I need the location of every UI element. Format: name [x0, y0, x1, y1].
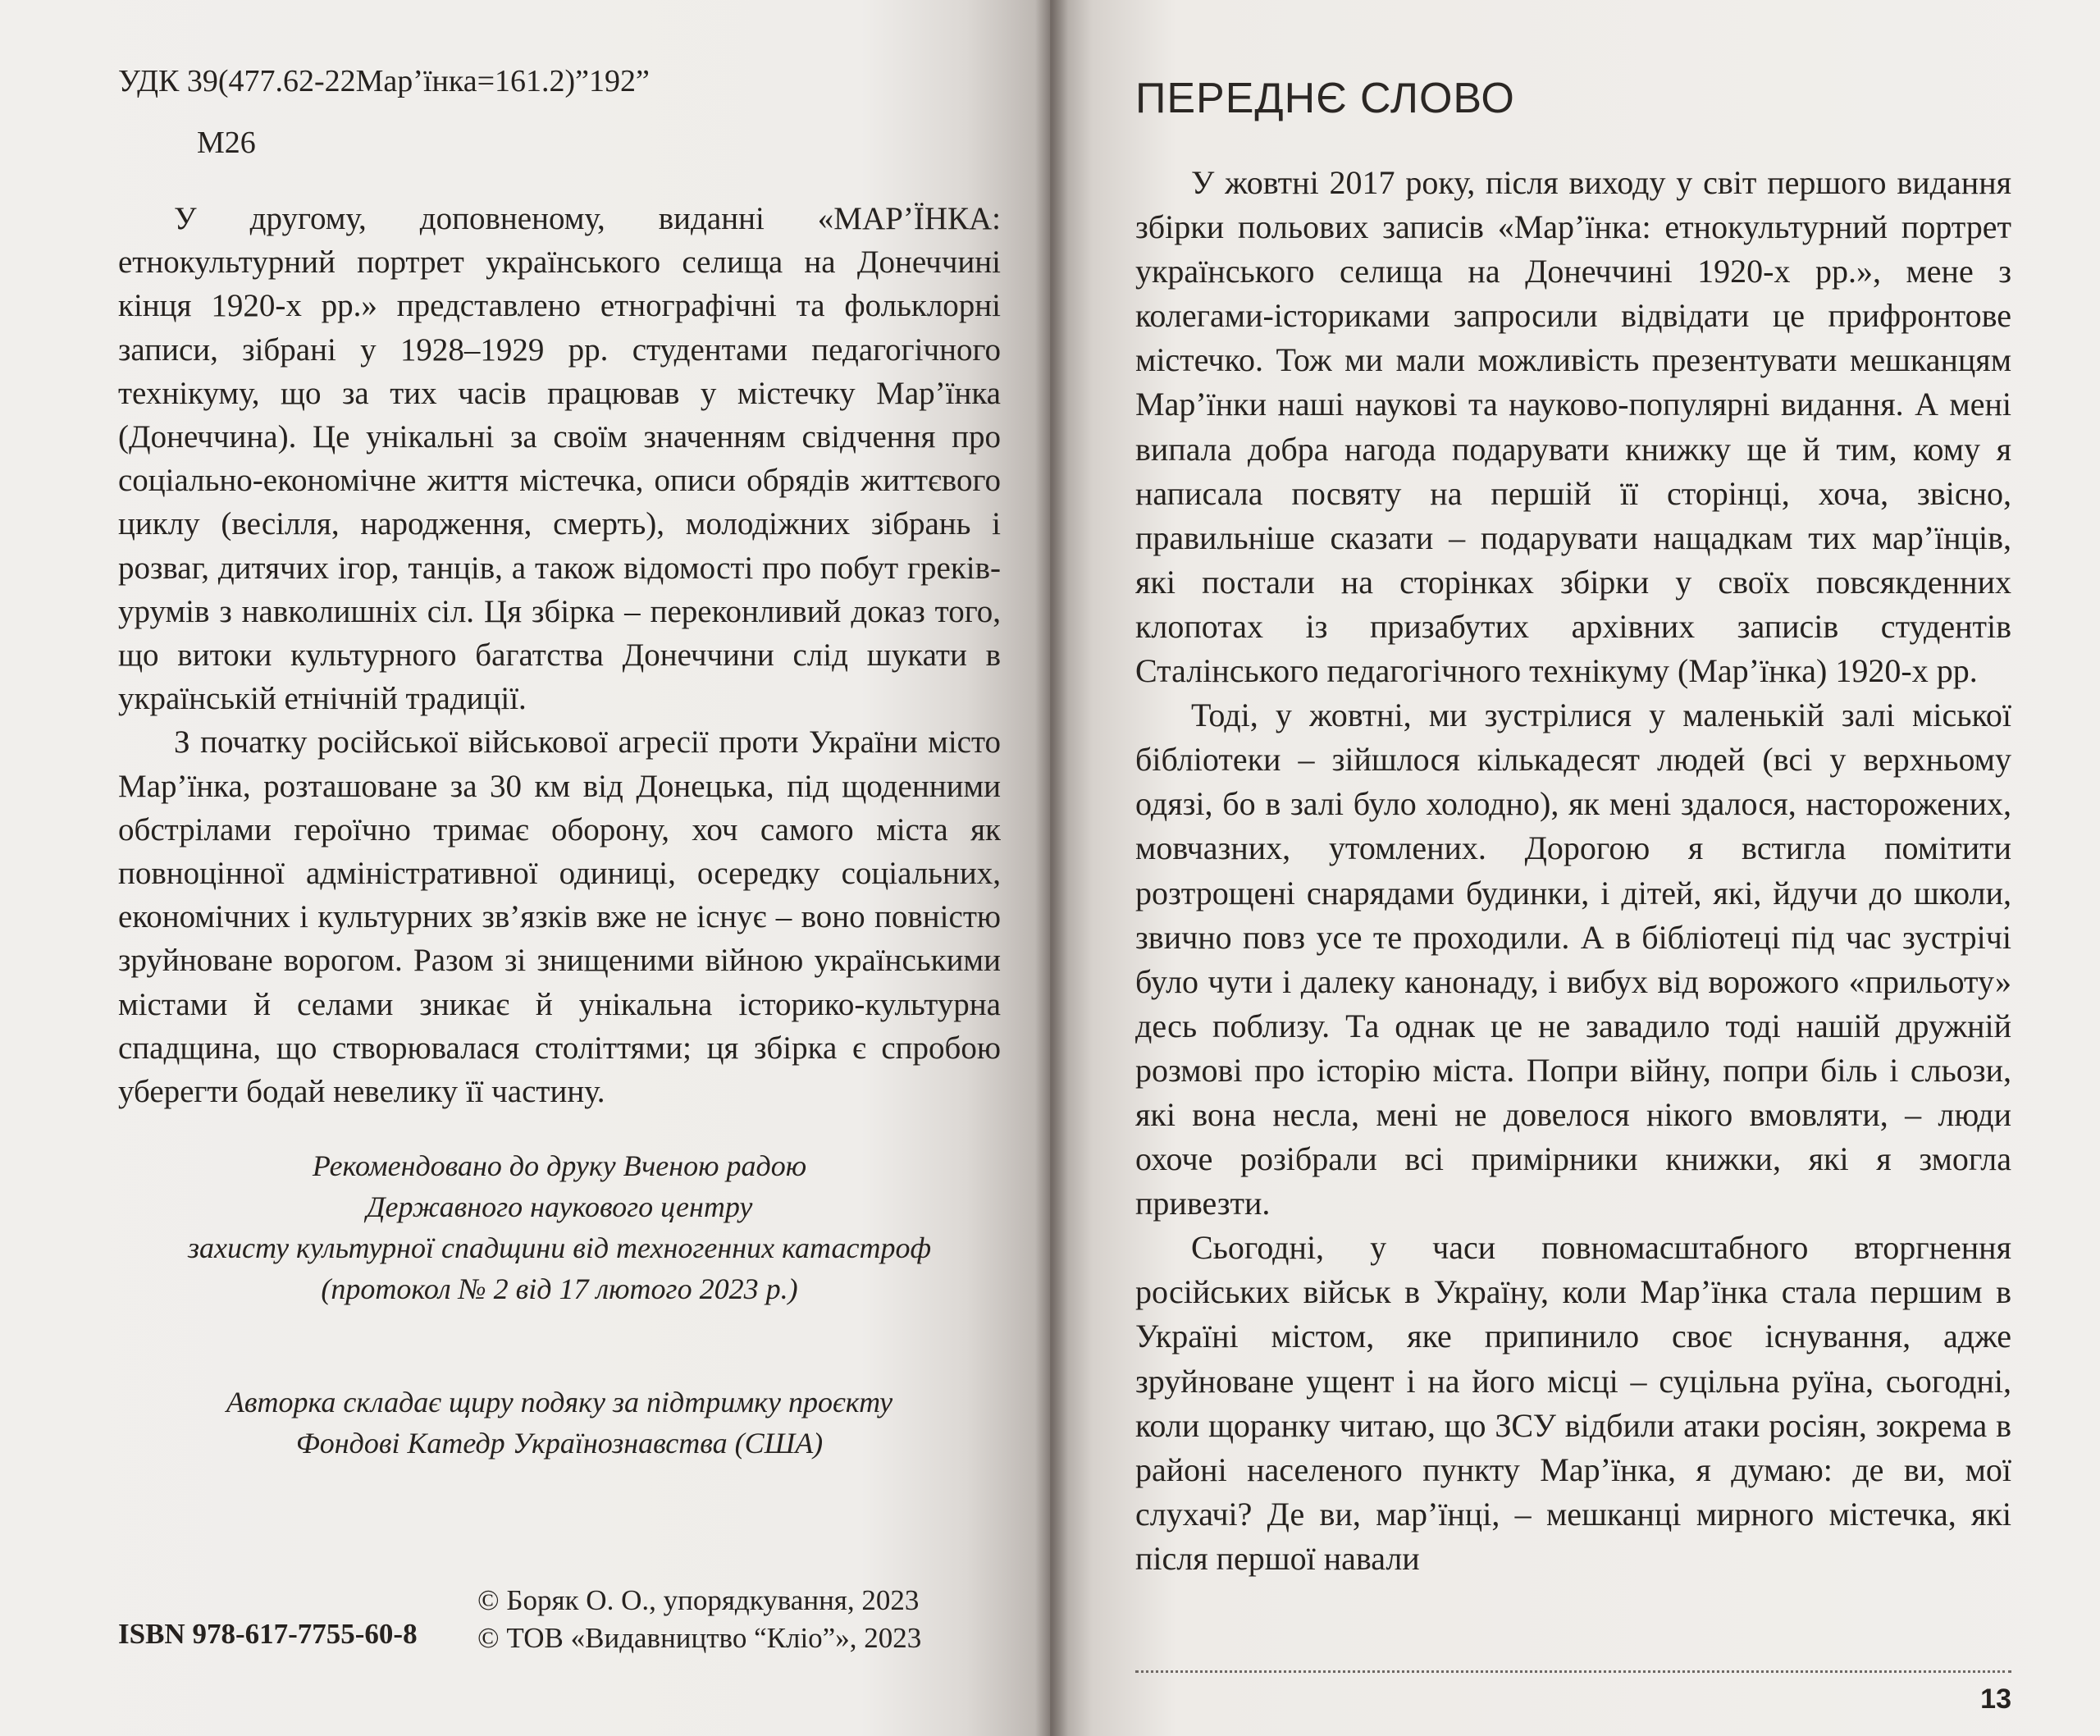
- acknowledgement-line: Фондові Катедр Українознавства (США): [295, 1427, 824, 1460]
- foreword-paragraph-3: Сьогодні, у часи повномасштабного вторгнення російських військ в Україну, коли Мар’їнка стала першим в Україні містом, яке припинило своє існування, адже зруйноване ущент і на його місці – суцільна руїна, сьогодні, коли щоранку читаю, що ЗСУ відбили атаки росіян, зокрема в районі населеного пункту Мар’їнка, я думаю: де ви, мої слухачі? Де ви, мар’їнці, – мешканці мирного містечка, які після першої навали: [1135, 1229, 2011, 1577]
- recommendation-line: захисту культурної спадщини від техногенних катастроф: [187, 1231, 932, 1264]
- author-mark: М26: [197, 126, 256, 160]
- annotation-paragraph-2: З початку російської військової агресії проти України місто Мар’їнка, розташоване за 30 км від Донецька, під щоденними обстрілами героїчно тримає оборону, хоч самого міста як повноцінної адміністративної одиниці, осередку соціальних, економічних і культурних зв’язків вже не існує – воно повністю зруйноване ворогом. Разом зі знищеними війною українськими містами й селами зникає й унікальна історико-культурна спадщина, що створювалася століттями; ця збірка є спробою уберегти бодай невелику її частину.: [118, 724, 1001, 1110]
- recommendation-line: Державного наукового центру: [366, 1190, 753, 1223]
- recommendation-line: Рекомендовано до друку Вченою радою: [312, 1149, 807, 1182]
- book-gutter: [1035, 0, 1068, 1736]
- isbn: ISBN 978-617-7755-60-8: [118, 1618, 418, 1650]
- copyright-line: © ТОВ «Видавництво “Кліо”», 2023: [477, 1622, 922, 1654]
- recommendation-line: (протокол № 2 від 17 лютого 2023 р.): [321, 1272, 798, 1305]
- foreword-text: [1135, 161, 2011, 1581]
- foreword-paragraph-1: У жовтні 2017 року, після виходу у світ першого видання збірки польових записів «Мар’їнка: етнокультурний портрет українського селища на Донеччині 1920-х рр.», мене з колегами-істориками запросили відвідати це прифронтове містечко. Тож ми мали можливість презентувати мешканцям Мар’їнки наші наукові та науково-популярні видання. А мені випала добра нагода подарувати книжку ще й тим, кому я написала посвяту на першій її сторінці, хоча, звісно, правильніше сказати – подарувати нащадкам тих мар’їнців, які постали на сторінках збірки у своїх повсякденних клопотах із призабутих архівних записів студентів Сталінського педагогічного технікуму (Мар’їнка) 1920-х рр.: [1135, 164, 2011, 690]
- udc-code: УДК 39(477.62-22Мар’їнка=161.2)”192”: [118, 64, 650, 98]
- copyright-line: © Боряк О. О., упорядкування, 2023: [477, 1584, 920, 1616]
- footer-rule: [1135, 1670, 2011, 1673]
- acknowledgement-line: Авторка складає щиру подяку за підтримку проєкту: [226, 1386, 893, 1418]
- annotation-text: [118, 197, 1001, 1113]
- page-number: 13: [1980, 1683, 2011, 1715]
- annotation-paragraph-1: У другому, доповненому, виданні «МАР’ЇНКА: етнокультурний портрет українського селища на Донеччині кінця 1920-х рр.» представлено етнографічні та фольклорні записи, зібрані у 1928–1929 рр. студентами педагогічного технікуму, що за тих часів працював у містечку Мар’їнка (Донеччина). Це унікальні за своїм значенням свідчення про соціально-економічне життя містечка, описи обрядів життєвого циклу (весілля, народження, смерть), молодіжних зібрань і розваг, дитячих ігор, танців, а також відомості про побут греків-урумів з навколишніх сіл. Ця збірка – переконливий доказ того, що витоки культурного багатства Донеччини слід шукати в українській етнічній традиції.: [118, 201, 1001, 717]
- foreword-paragraph-2: Тоді, у жовтні, ми зустрілися у маленькій залі міської бібліотеки – зійшлося кількадесят людей (всі у верхньому одязі, бо в залі було холодно), як мені здалося, насторожених, мовчазних, утомлених. Дорогою я встигла помітити розтрощені снарядами будинки, і дітей, які, йдучи до школи, звично повз усе те проходили. А в бібліотеці під час зустрічі було чути і далеку канонаду, і вибух від ворожого «прильоту» десь поблизу. Та однак це не завадило тоді нашій дружній розмові про історію міста. Попри війну, попри біль і сльози, які вона несла, мені не довелося нікого вмовляти, – люди охоче розібрали всі примірники книжки, які я змогла привезти.: [1135, 697, 2011, 1222]
- recommendation-note: [118, 1145, 1001, 1309]
- acknowledgement-note: [118, 1382, 1001, 1464]
- page-title: ПЕРЕДНЄ СЛОВО: [1135, 75, 1515, 122]
- copyright-block: [477, 1582, 921, 1657]
